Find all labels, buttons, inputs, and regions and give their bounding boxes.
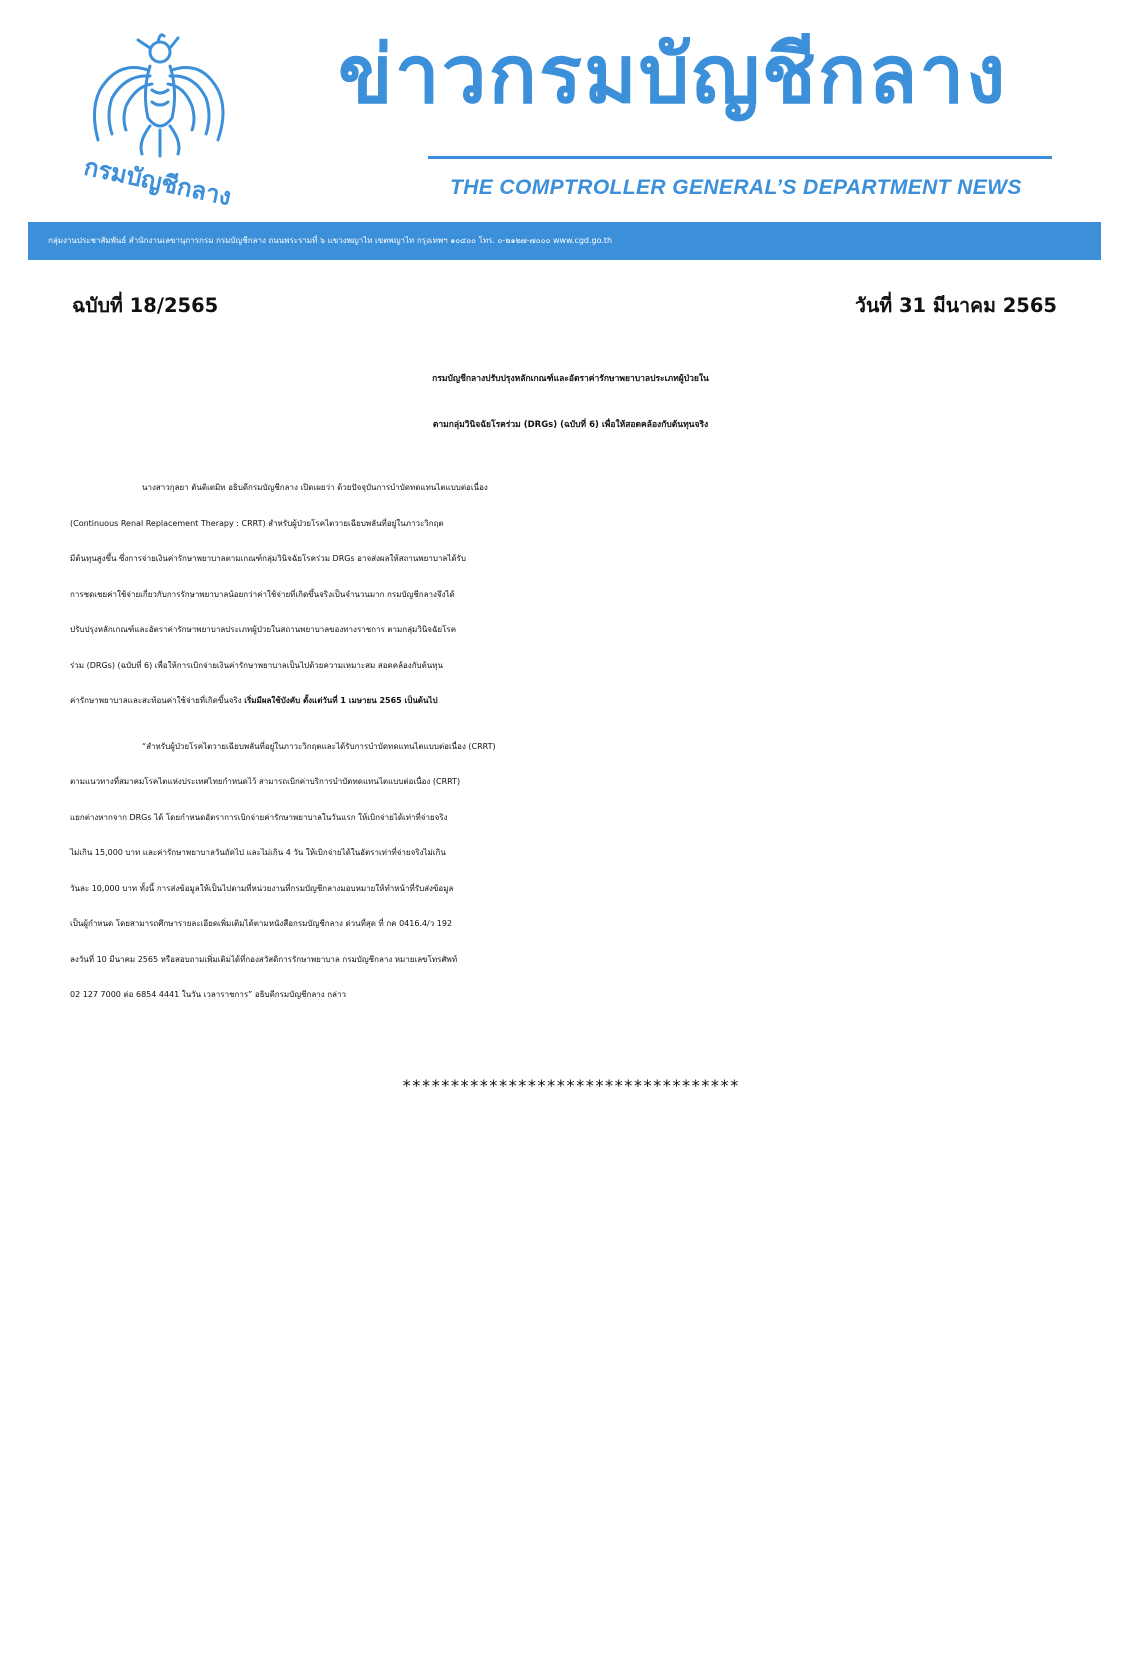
- paragraph-2: [70, 729, 1060, 1013]
- paragraph-2-line: “สำหรับผู้ป่วยโรคไตวายเฉียบพลันที่อยู่ในภาวะวิกฤตและได้รับการบำบัดทดแทนไตแบบต่อเนื่อง (CRRT): [142, 741, 496, 751]
- issue-date: วันที่ 31 มีนาคม 2565: [855, 294, 1057, 317]
- paragraph-1-line: นางสาวกุลยา ตันติเตมิท อธิบดีกรมบัญชีกลาง เปิดเผยว่า ด้วยปัจจุบันการบำบัดทดแทนไตแบบต่อเนื่อง: [142, 483, 488, 492]
- end-marker: ***********************************: [401, 1076, 740, 1095]
- paragraph-2-line: ลงวันที่ 10 มีนาคม 2565 หรือสอบถามเพิ่มเติมได้ที่กองสวัสดิการรักษาพยาบาล กรมบัญชีกลาง หมายเลขโทรศัพท์: [70, 954, 458, 964]
- contact-bar: กลุ่มงานประชาสัมพันธ์ สำนักงานเลขานุการกรม กรมบัญชีกลาง ถนนพระรามที่ ๖ แขวงพญาไท เขตพญาไท กรุงเทพฯ ๑๐๔๐๐ โทร. ๐-๒๑๒๗-๗๐๐๐ www.cgd.go.th: [28, 222, 1101, 260]
- headline-line-2: ตามกลุ่มวินิจฉัยโรคร่วม (DRGs) (ฉบับที่ 6) เพื่อให้สอดคล้องกับต้นทุนจริง: [432, 420, 709, 430]
- effective-date-notice: เริ่มมีผลใช้บังคับ ตั้งแต่วันที่ 1 เมษายน 2565 เป็นต้นไป: [244, 696, 438, 705]
- headline: [60, 356, 1081, 448]
- paragraph-1-last-plain: ค่ารักษาพยาบาลและสะท้อนค่าใช้จ่ายที่เกิดขึ้นจริง: [70, 696, 245, 705]
- paragraph-1-line: (Continuous Renal Replacement Therapy : CRRT) สำหรับผู้ป่วยโรคไตวายเฉียบพลันที่อยู่ในภาวะวิกฤต: [70, 518, 444, 528]
- garuda-icon: [78, 30, 238, 205]
- issue-number: ฉบับที่ 18/2565: [72, 294, 219, 317]
- paragraph-1-last-line: [0, 683, 1060, 719]
- masthead-divider: [428, 156, 1052, 159]
- paragraph-1-line: ปรับปรุงหลักเกณฑ์และอัตราค่ารักษาพยาบาลประเภทผู้ป่วยในสถานพยาบาลของทางราชการ ตามกลุ่มวินิจฉัยโรค: [70, 625, 457, 634]
- paragraph-2-line: 02 127 7000 ต่อ 6854 4441 ในวัน เวลาราชการ” อธิบดีกรมบัญชีกลาง กล่าว: [70, 990, 346, 999]
- paragraph-2-line: วันละ 10,000 บาท ทั้งนี้ การส่งข้อมูลให้เป็นไปตามที่หน่วยงานที่กรมบัญชีกลางมอบหมายให้ทำหน้าที่รับส่งข้อมูล: [70, 883, 454, 893]
- paragraph-1: [70, 470, 1060, 719]
- paragraph-2-line: ไม่เกิน 15,000 บาท และค่ารักษาพยาบาลวันถัดไป และไม่เกิน 4 วัน ให้เบิกจ่ายได้ในอัตราเท่าที่จ่ายจริงไม่เกิน: [70, 848, 446, 857]
- paragraph-1-line: การชดเชยค่าใช้จ่ายเกี่ยวกับการรักษาพยาบาลน้อยกว่าค่าใช้จ่ายที่เกิดขึ้นจริงเป็นจำนวนมาก กรมบัญชีกลางจึงได้: [70, 589, 455, 599]
- paragraph-2-line: ตามแนวทางที่สมาคมโรคไตแห่งประเทศไทยกำหนดไว้ สามารถเบิกค่าบริการบำบัดทดแทนไตแบบต่อเนื่อง (CRRT): [70, 777, 461, 786]
- headline-line-1: กรมบัญชีกลางปรับปรุงหลักเกณฑ์และอัตราค่ารักษาพยาบาลประเภทผู้ป่วยใน: [432, 374, 709, 384]
- paragraph-1-line: ร่วม (DRGs) (ฉบับที่ 6) เพื่อให้การเบิกจ่ายเงินค่ารักษาพยาบาลเป็นไปด้วยความเหมาะสม สอดคล้องกับต้นทุน: [70, 660, 444, 670]
- masthead-title: ข่าวกรมบัญชีกลาง: [338, 28, 1008, 121]
- paragraph-2-line: แยกต่างหากจาก DRGs ได้ โดยกำหนดอัตราการเบิกจ่ายค่ารักษาพยาบาลในวันแรก ให้เบิกจ่ายได้เท่าที่จ่ายจริง: [70, 812, 448, 822]
- paragraph-2-line: เป็นผู้กำหนด โดยสามารถศึกษารายละเอียดเพิ่มเติมได้ตามหนังสือกรมบัญชีกลาง ด่วนที่สุด ที่ กค 0416.4/ว 192: [70, 919, 453, 928]
- paragraph-1-line: มีต้นทุนสูงขึ้น ซึ่งการจ่ายเงินค่ารักษาพยาบาลตามเกณฑ์กลุ่มวินิจฉัยโรคร่วม DRGs อาจส่งผลให้สถานพยาบาลได้รับ: [70, 554, 466, 563]
- garuda-logo: [78, 30, 238, 205]
- masthead-subtitle: THE COMPTROLLER GENERAL’S DEPARTMENT NEWS: [450, 176, 1022, 199]
- logo-text: กรมบัญชีกลาง: [81, 152, 234, 205]
- article-body: [70, 470, 1060, 1013]
